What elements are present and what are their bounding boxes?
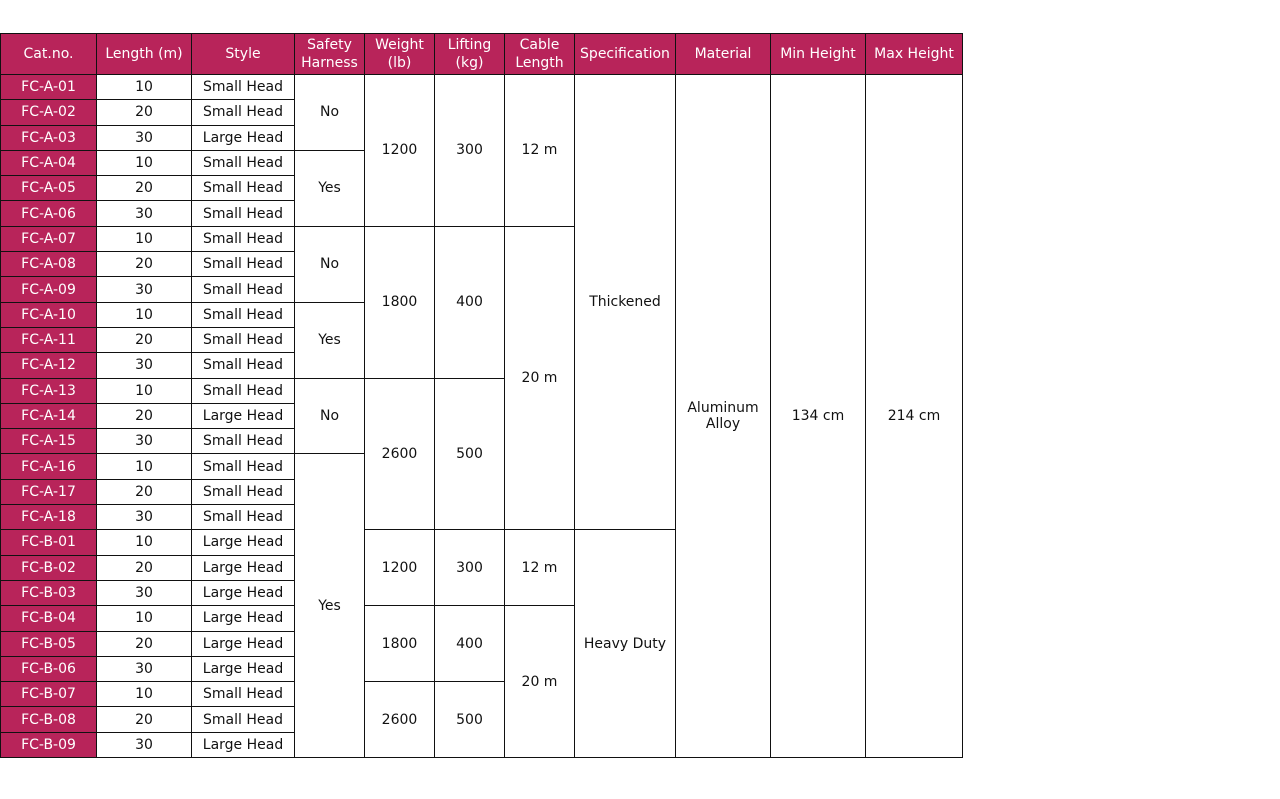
length-cell: 10 bbox=[97, 454, 192, 479]
header-lifting: Lifting (kg) bbox=[435, 34, 505, 75]
style-cell: Large Head bbox=[192, 656, 295, 681]
style-cell: Small Head bbox=[192, 150, 295, 175]
specification-cell: Thickened bbox=[575, 75, 676, 530]
lifting-cell: 400 bbox=[435, 606, 505, 682]
style-cell: Large Head bbox=[192, 555, 295, 580]
cat-no-cell: FC-A-03 bbox=[1, 125, 97, 150]
style-cell: Small Head bbox=[192, 302, 295, 327]
length-cell: 30 bbox=[97, 580, 192, 605]
cat-no-cell: FC-A-18 bbox=[1, 505, 97, 530]
style-cell: Large Head bbox=[192, 403, 295, 428]
length-cell: 20 bbox=[97, 403, 192, 428]
cat-no-cell: FC-A-16 bbox=[1, 454, 97, 479]
lifting-cell: 500 bbox=[435, 682, 505, 758]
style-cell: Small Head bbox=[192, 252, 295, 277]
cat-no-cell: FC-B-04 bbox=[1, 606, 97, 631]
safety-harness-cell: Yes bbox=[295, 454, 365, 758]
style-cell: Small Head bbox=[192, 176, 295, 201]
header-safety-harness: Safety Harness bbox=[295, 34, 365, 75]
specification-cell: Heavy Duty bbox=[575, 530, 676, 758]
length-cell: 20 bbox=[97, 555, 192, 580]
style-cell: Large Head bbox=[192, 631, 295, 656]
cable-length-cell: 20 m bbox=[505, 226, 575, 530]
style-cell: Small Head bbox=[192, 226, 295, 251]
style-cell: Small Head bbox=[192, 505, 295, 530]
style-cell: Small Head bbox=[192, 353, 295, 378]
cable-length-cell: 12 m bbox=[505, 75, 575, 227]
weight-cell: 1200 bbox=[365, 75, 435, 227]
cat-no-cell: FC-A-07 bbox=[1, 226, 97, 251]
style-cell: Small Head bbox=[192, 429, 295, 454]
length-cell: 10 bbox=[97, 682, 192, 707]
length-cell: 10 bbox=[97, 75, 192, 100]
cat-no-cell: FC-B-08 bbox=[1, 707, 97, 732]
product-spec-table bbox=[0, 33, 963, 758]
style-cell: Large Head bbox=[192, 606, 295, 631]
table-row bbox=[1, 75, 963, 100]
lifting-cell: 300 bbox=[435, 530, 505, 606]
length-cell: 10 bbox=[97, 150, 192, 175]
length-cell: 30 bbox=[97, 505, 192, 530]
cat-no-cell: FC-A-06 bbox=[1, 201, 97, 226]
length-cell: 30 bbox=[97, 277, 192, 302]
cat-no-cell: FC-A-11 bbox=[1, 327, 97, 352]
cat-no-cell: FC-A-15 bbox=[1, 429, 97, 454]
cat-no-cell: FC-A-02 bbox=[1, 100, 97, 125]
cable-length-cell: 20 m bbox=[505, 606, 575, 758]
cat-no-cell: FC-B-07 bbox=[1, 682, 97, 707]
cat-no-cell: FC-A-01 bbox=[1, 75, 97, 100]
cat-no-cell: FC-B-06 bbox=[1, 656, 97, 681]
lifting-cell: 400 bbox=[435, 226, 505, 378]
style-cell: Small Head bbox=[192, 100, 295, 125]
style-cell: Small Head bbox=[192, 707, 295, 732]
weight-cell: 2600 bbox=[365, 682, 435, 758]
style-cell: Large Head bbox=[192, 580, 295, 605]
length-cell: 30 bbox=[97, 732, 192, 757]
cable-length-cell: 12 m bbox=[505, 530, 575, 606]
cat-no-cell: FC-B-01 bbox=[1, 530, 97, 555]
length-cell: 10 bbox=[97, 226, 192, 251]
length-cell: 30 bbox=[97, 353, 192, 378]
cat-no-cell: FC-B-09 bbox=[1, 732, 97, 757]
style-cell: Small Head bbox=[192, 201, 295, 226]
style-cell: Small Head bbox=[192, 75, 295, 100]
cat-no-cell: FC-A-10 bbox=[1, 302, 97, 327]
safety-harness-cell: No bbox=[295, 75, 365, 151]
length-cell: 20 bbox=[97, 252, 192, 277]
length-cell: 30 bbox=[97, 201, 192, 226]
header-max-height: Max Height bbox=[866, 34, 963, 75]
min-height-cell: 134 cm bbox=[771, 75, 866, 758]
header-length: Length (m) bbox=[97, 34, 192, 75]
length-cell: 30 bbox=[97, 429, 192, 454]
safety-harness-cell: Yes bbox=[295, 302, 365, 378]
lifting-cell: 300 bbox=[435, 75, 505, 227]
header-specification: Specification bbox=[575, 34, 676, 75]
style-cell: Large Head bbox=[192, 530, 295, 555]
length-cell: 10 bbox=[97, 606, 192, 631]
header-row bbox=[1, 34, 963, 75]
lifting-cell: 500 bbox=[435, 378, 505, 530]
length-cell: 20 bbox=[97, 327, 192, 352]
material-cell: Aluminum Alloy bbox=[676, 75, 771, 758]
style-cell: Small Head bbox=[192, 378, 295, 403]
length-cell: 20 bbox=[97, 176, 192, 201]
weight-cell: 2600 bbox=[365, 378, 435, 530]
cat-no-cell: FC-A-13 bbox=[1, 378, 97, 403]
cat-no-cell: FC-A-04 bbox=[1, 150, 97, 175]
cat-no-cell: FC-B-05 bbox=[1, 631, 97, 656]
length-cell: 10 bbox=[97, 302, 192, 327]
header-style: Style bbox=[192, 34, 295, 75]
length-cell: 20 bbox=[97, 479, 192, 504]
cat-no-cell: FC-A-12 bbox=[1, 353, 97, 378]
style-cell: Small Head bbox=[192, 682, 295, 707]
header-cable-length: Cable Length bbox=[505, 34, 575, 75]
cat-no-cell: FC-A-17 bbox=[1, 479, 97, 504]
style-cell: Small Head bbox=[192, 479, 295, 504]
style-cell: Large Head bbox=[192, 732, 295, 757]
header-material: Material bbox=[676, 34, 771, 75]
cat-no-cell: FC-A-09 bbox=[1, 277, 97, 302]
length-cell: 20 bbox=[97, 707, 192, 732]
style-cell: Small Head bbox=[192, 327, 295, 352]
header-weight: Weight (lb) bbox=[365, 34, 435, 75]
length-cell: 20 bbox=[97, 631, 192, 656]
safety-harness-cell: No bbox=[295, 378, 365, 454]
weight-cell: 1200 bbox=[365, 530, 435, 606]
cat-no-cell: FC-A-08 bbox=[1, 252, 97, 277]
weight-cell: 1800 bbox=[365, 226, 435, 378]
safety-harness-cell: Yes bbox=[295, 150, 365, 226]
cat-no-cell: FC-A-14 bbox=[1, 403, 97, 428]
header-catno: Cat.no. bbox=[1, 34, 97, 75]
length-cell: 10 bbox=[97, 530, 192, 555]
length-cell: 20 bbox=[97, 100, 192, 125]
header-min-height: Min Height bbox=[771, 34, 866, 75]
weight-cell: 1800 bbox=[365, 606, 435, 682]
cat-no-cell: FC-A-05 bbox=[1, 176, 97, 201]
cat-no-cell: FC-B-02 bbox=[1, 555, 97, 580]
style-cell: Large Head bbox=[192, 125, 295, 150]
length-cell: 30 bbox=[97, 125, 192, 150]
safety-harness-cell: No bbox=[295, 226, 365, 302]
style-cell: Small Head bbox=[192, 277, 295, 302]
length-cell: 30 bbox=[97, 656, 192, 681]
cat-no-cell: FC-B-03 bbox=[1, 580, 97, 605]
length-cell: 10 bbox=[97, 378, 192, 403]
style-cell: Small Head bbox=[192, 454, 295, 479]
max-height-cell: 214 cm bbox=[866, 75, 963, 758]
